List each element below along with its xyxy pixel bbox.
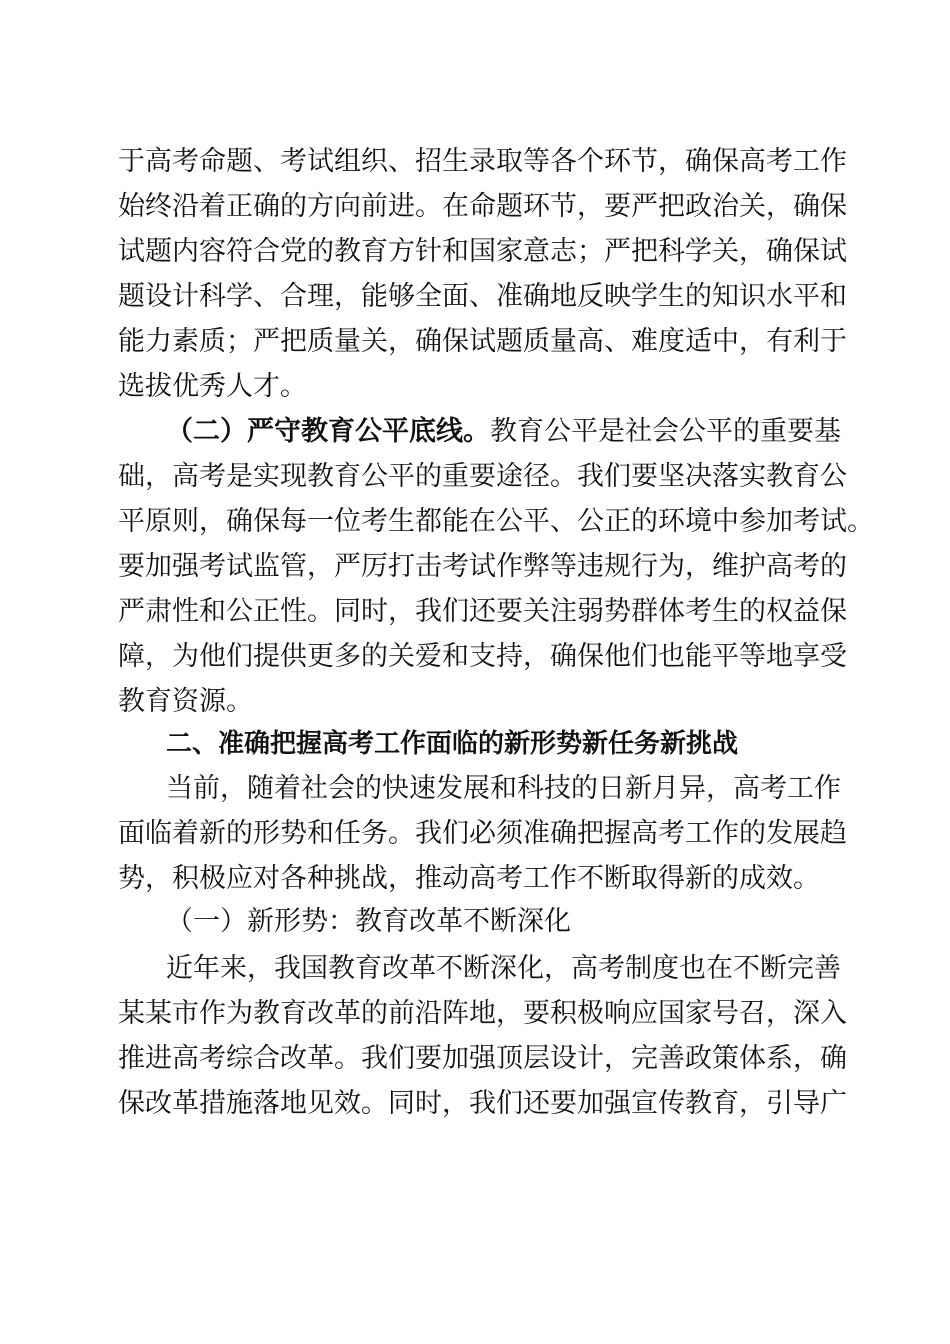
paragraph-line: [0, 947, 950, 991]
paragraph-line: [0, 320, 950, 364]
paragraph-line: [0, 680, 950, 724]
line-text: 保改革措施落地见效。同时，我们还要加强宣传教育，引导广: [118, 1088, 847, 1119]
line-text: 选拔优秀人才。: [118, 371, 307, 402]
line-text: [166, 410, 841, 454]
section-heading: [0, 722, 950, 766]
line-text: 题设计科学、合理，能够全面、准确地反映学生的知识水平和: [118, 281, 847, 312]
subheading-line: [0, 900, 950, 944]
line-text: 当前，随着社会的快速发展和科技的日新月异，高考工作: [166, 773, 841, 804]
paragraph-line: [0, 1082, 950, 1126]
line-text: 能力素质；严把质量关，确保试题质量高、难度适中，有利于: [118, 326, 847, 357]
line-text: 面临着新的形势和任务。我们必须准确把握高考工作的发展趋: [118, 818, 847, 849]
line-text: （一）新形势：教育改革不断深化: [166, 906, 571, 937]
line-text: 平原则，确保每一位考生都能在公平、公正的环境中参加考试。: [118, 506, 874, 537]
line-text: 近年来，我国教育改革不断深化，高考制度也在不断完善: [166, 953, 841, 984]
line-text: 某某市作为教育改革的前沿阵地，要积极响应国家号召，深入: [118, 998, 847, 1029]
paragraph-line: [0, 365, 950, 409]
line-text: 础，高考是实现教育公平的重要途径。我们要坚决落实教育公: [118, 461, 847, 492]
paragraph-line: [0, 545, 950, 589]
paragraph-line: [0, 812, 950, 856]
line-text: 要加强考试监管，严厉打击考试作弊等违规行为，维护高考的: [118, 551, 847, 582]
paragraph-line: [0, 590, 950, 634]
paragraph-line: [0, 230, 950, 274]
paragraph-line: [0, 275, 950, 319]
subheading-line: [0, 410, 950, 454]
paragraph-line: [0, 140, 950, 184]
paragraph-line: [0, 455, 950, 499]
line-text: 二、准确把握高考工作面临的新形势新任务新挑战: [166, 729, 739, 759]
line-text: 教育资源。: [118, 686, 253, 717]
line-text: 始终沿着正确的方向前进。在命题环节，要严把政治关，确保: [118, 191, 847, 222]
paragraph-line: [0, 185, 950, 229]
paragraph-line: [0, 992, 950, 1036]
line-text: 于高考命题、考试组织、招生录取等各个环节，确保高考工作: [118, 146, 847, 177]
paragraph-line: [0, 767, 950, 811]
line-text: 严肃性和公正性。同时，我们还要关注弱势群体考生的权益保: [118, 596, 847, 627]
line-text: 势，积极应对各种挑战，推动高考工作不断取得新的成效。: [118, 863, 820, 894]
paragraph-line: [0, 500, 950, 544]
paragraph-line: [0, 635, 950, 679]
line-text: 推进高考综合改革。我们要加强顶层设计，完善政策体系，确: [118, 1043, 847, 1074]
subheading-bold: （二）严守教育公平底线。: [166, 416, 490, 447]
line-text: 障，为他们提供更多的关爱和支持，确保他们也能平等地享受: [118, 641, 847, 672]
line-text: 试题内容符合党的教育方针和国家意志；严把科学关，确保试: [118, 236, 847, 267]
line-rest: 教育公平是社会公平的重要基: [490, 416, 841, 447]
paragraph-line: [0, 1037, 950, 1081]
paragraph-line: [0, 857, 950, 901]
